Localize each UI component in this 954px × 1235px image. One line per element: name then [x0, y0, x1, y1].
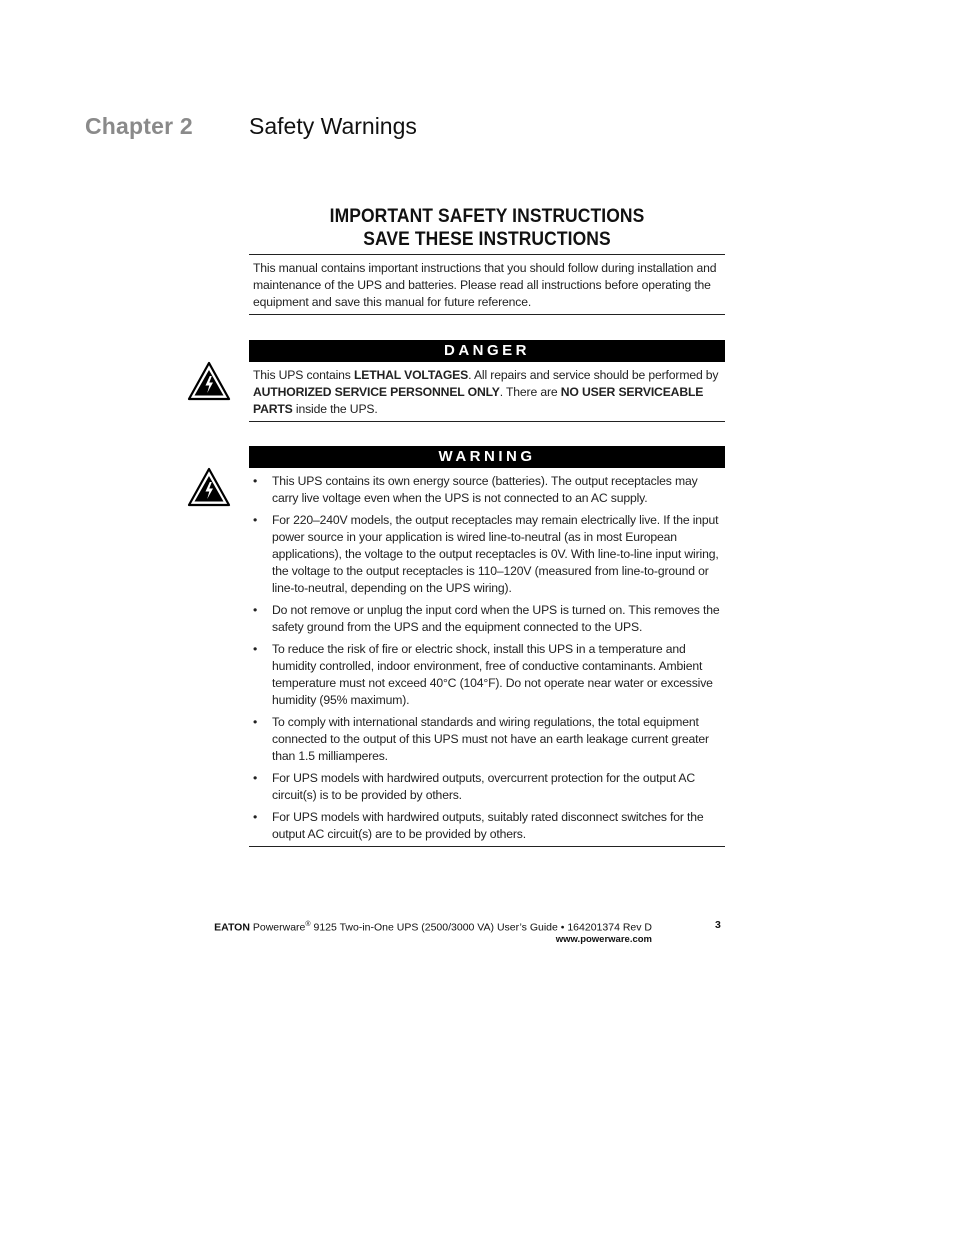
warning-list	[253, 473, 725, 848]
list-item-text: For 220–240V models, the output receptacles may remain electrically live. If the input power source in your application is wired line-to-neutral (as in most European applications), the voltage to the output receptacles is 0V. With line-to-line input wiring, the voltage to the output receptacles is 110–120V (measured from line-to-ground or line-to-neutral, depending on the UPS wiring).	[272, 513, 719, 595]
divider-rule	[249, 254, 725, 255]
headline-line-1: IMPORTANT SAFETY INSTRUCTIONS	[329, 206, 645, 227]
bullet: •	[253, 715, 258, 729]
list-item	[253, 770, 725, 804]
registered-mark: ®	[305, 921, 311, 928]
bullet: •	[253, 771, 258, 785]
danger-emphasis: LETHAL VOLTAGES	[353, 368, 469, 382]
list-item-text: For UPS models with hardwired outputs, overcurrent protection for the output AC circuit(s) is to be provided by others.	[272, 771, 696, 802]
bullet: •	[253, 474, 258, 488]
list-item-text: This UPS contains its own energy source (batteries). The output receptacles may carry live voltage even when the UPS is not connected to an AC supply.	[272, 474, 698, 505]
list-item-text: To comply with international standards and wiring regulations, the total equipment connected to the output of this UPS must not have an earth leakage current greater than 1.5 milliamperes.	[272, 715, 709, 763]
list-item	[253, 512, 725, 597]
list-item	[253, 641, 725, 709]
bullet: •	[253, 513, 258, 527]
danger-heading: DANGER	[249, 340, 725, 362]
danger-text: . All repairs and service should be performed by	[468, 368, 719, 382]
list-item-text: For UPS models with hardwired outputs, suitably rated disconnect switches for the output AC circuit(s) are to be provided by others.	[272, 810, 704, 841]
divider-rule	[249, 314, 725, 315]
danger-emphasis: NO USER SERVICEABLE PARTS	[253, 385, 704, 416]
warning-heading: WARNING	[249, 446, 725, 468]
list-item	[253, 809, 725, 843]
footer-url: www.powerware.com	[555, 933, 652, 945]
footer-product-text: 9125 Two-in-One UPS (2500/3000 VA) User’s Guide • 164201374 Rev D	[310, 921, 652, 934]
footer-title-line	[206, 919, 652, 934]
danger-text: . There are	[499, 385, 561, 399]
chapter-title: Safety Warnings	[249, 113, 417, 139]
danger-text: inside the UPS.	[292, 402, 378, 416]
headline-line-2: SAVE THESE INSTRUCTIONS	[363, 229, 611, 250]
electrical-hazard-icon	[187, 361, 231, 401]
chapter-label: Chapter 2	[85, 113, 193, 139]
list-item-text: To reduce the risk of fire or electric shock, install this UPS in a temperature and humidity controlled, indoor environment, free of conductive contaminants. Ambient temperature must not exceed 40°C (104°F). Do not operate near water or excessive humidity (95% maximum).	[272, 642, 713, 707]
divider-rule	[249, 421, 725, 422]
danger-text: This UPS contains	[253, 368, 354, 382]
page-footer	[206, 919, 652, 946]
divider-rule	[249, 846, 725, 847]
electrical-hazard-icon	[187, 467, 231, 507]
product-name: Powerware	[252, 921, 306, 934]
page-number: 3	[715, 919, 721, 931]
list-item	[253, 714, 725, 765]
bullet: •	[253, 810, 258, 824]
list-item-text: Do not remove or unplug the input cord when the UPS is turned on. This removes the safety ground from the UPS and the equipment connected to the UPS.	[272, 603, 720, 634]
danger-emphasis: AUTHORIZED SERVICE PERSONNEL ONLY	[253, 385, 500, 399]
bullet: •	[253, 603, 258, 617]
list-item	[253, 473, 725, 507]
list-item	[253, 602, 725, 636]
bullet: •	[253, 642, 258, 656]
intro-paragraph: This manual contains important instructions that you should follow during installation and maintenance of the UPS and batteries. Please read all instructions before operating the equipment and save this manual for future reference.	[253, 261, 717, 309]
brand-name: EATON	[214, 921, 250, 934]
danger-paragraph	[253, 367, 725, 418]
